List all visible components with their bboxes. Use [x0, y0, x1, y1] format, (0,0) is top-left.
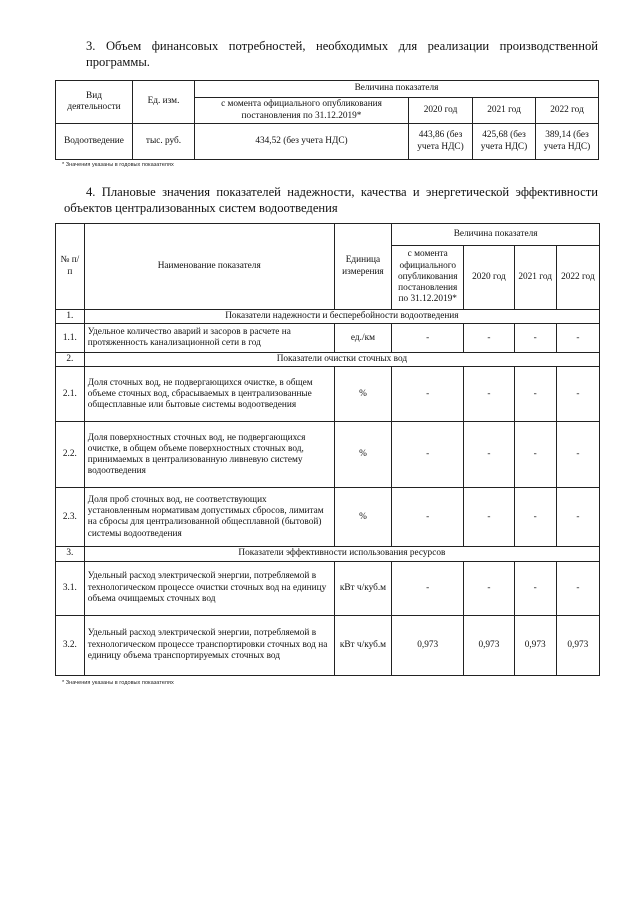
group-num: 1. — [56, 310, 85, 324]
value-cell: - — [464, 422, 514, 488]
value-cell: - — [464, 488, 514, 547]
value-cell: - — [556, 324, 599, 353]
value-cell: - — [392, 367, 464, 422]
group-num: 2. — [56, 353, 85, 367]
col-2020-header: 2020 год — [464, 246, 514, 310]
value-cell: 443,86 (без учета НДС) — [409, 124, 473, 160]
row-num: 2.1. — [56, 367, 85, 422]
section-4-heading: 4. Плановые значения показателей надежности, качества и энергетической эффективности объектов централизованных систем водоотведения — [64, 185, 598, 215]
table-row — [56, 561, 600, 615]
row-num: 1.1. — [56, 324, 85, 353]
value-cell: - — [514, 561, 556, 615]
col-2021-header: 2021 год — [473, 98, 536, 124]
footnote: * Значения указаны в годовых показателях — [62, 162, 174, 168]
col-2022-header: 2022 год — [556, 246, 599, 310]
financial-needs-table — [55, 80, 599, 160]
section-3-heading: 3. Объем финансовых потребностей, необходимых для реализации производственной программы. — [86, 39, 598, 69]
value-cell: - — [392, 561, 464, 615]
value-cell: - — [556, 561, 599, 615]
value-cell: - — [464, 561, 514, 615]
col-activity-header: Вид деятельности — [56, 81, 133, 124]
value-cell: - — [464, 367, 514, 422]
group-row — [56, 353, 600, 367]
row-num: 2.2. — [56, 422, 85, 488]
value-cell: - — [556, 367, 599, 422]
unit-cell: % — [334, 422, 392, 488]
value-cell: 0,973 — [464, 615, 514, 675]
value-cell: 0,973 — [514, 615, 556, 675]
value-cell: - — [392, 422, 464, 488]
table-row — [56, 324, 600, 353]
indicator-name: Доля сточных вод, не подвергающихся очистке, в общем объеме сточных вод, сбрасываемых в централизованные общесплавные или бытовые системы водоотведения — [84, 367, 334, 422]
table-row — [56, 367, 600, 422]
value-group-header: Величина показателя — [195, 81, 599, 98]
col-num-header: № п/п — [56, 224, 85, 310]
value-cell: 434,52 (без учета НДС) — [195, 124, 409, 160]
indicators-table — [55, 223, 600, 676]
indicator-name: Удельный расход электрической энергии, потребляемой в технологическом процессе очистки сточных вод на единицу объема очищаемых сточных вод — [84, 561, 334, 615]
col-since-publication-header: с момента официального опубликования постановления по 31.12.2019* — [195, 98, 409, 124]
unit-cell: ед./км — [334, 324, 392, 353]
group-row — [56, 547, 600, 561]
footnote: * Значения указаны в годовых показателях — [62, 680, 174, 686]
group-title: Показатели надежности и бесперебойности водоотведения — [84, 310, 599, 324]
col-unit-header: Ед. изм. — [133, 81, 195, 124]
value-cell: - — [514, 367, 556, 422]
unit-cell: тыс. руб. — [133, 124, 195, 160]
indicator-name: Удельный расход электрической энергии, потребляемой в технологическом процессе транспортировки сточных вод на единицу объема транспортируемых сточных вод — [84, 615, 334, 675]
value-cell: - — [514, 324, 556, 353]
unit-cell: кВт ч/куб.м — [334, 615, 392, 675]
group-title: Показатели эффективности использования ресурсов — [84, 547, 599, 561]
group-title: Показатели очистки сточных вод — [84, 353, 599, 367]
value-cell: - — [392, 324, 464, 353]
value-cell: 0,973 — [392, 615, 464, 675]
activity-cell: Водоотведение — [56, 124, 133, 160]
value-cell: - — [556, 488, 599, 547]
unit-cell: кВт ч/куб.м — [334, 561, 392, 615]
value-cell: 425,68 (без учета НДС) — [473, 124, 536, 160]
indicator-name: Удельное количество аварий и засоров в расчете на протяженность канализационной сети в год — [84, 324, 334, 353]
value-cell: 0,973 — [556, 615, 599, 675]
col-unit-header: Единица измерения — [334, 224, 392, 310]
table-row — [56, 124, 599, 160]
row-num: 3.2. — [56, 615, 85, 675]
indicator-name: Доля проб сточных вод, не соответствующих установленным нормативам допустимых сбросов, лимитам на сбросы для централизованной общесплавной (бытовой) системы водоотведения — [84, 488, 334, 547]
col-2021-header: 2021 год — [514, 246, 556, 310]
col-name-header: Наименование показателя — [84, 224, 334, 310]
col-2020-header: 2020 год — [409, 98, 473, 124]
group-row — [56, 310, 600, 324]
row-num: 2.3. — [56, 488, 85, 547]
value-cell: 389,14 (без учета НДС) — [536, 124, 599, 160]
value-cell: - — [514, 422, 556, 488]
unit-cell: % — [334, 367, 392, 422]
unit-cell: % — [334, 488, 392, 547]
row-num: 3.1. — [56, 561, 85, 615]
value-cell: - — [464, 324, 514, 353]
value-group-header: Величина показателя — [392, 224, 600, 246]
value-cell: - — [514, 488, 556, 547]
value-cell: - — [392, 488, 464, 547]
value-cell: - — [556, 422, 599, 488]
table-row — [56, 422, 600, 488]
col-2022-header: 2022 год — [536, 98, 599, 124]
group-num: 3. — [56, 547, 85, 561]
table-row — [56, 615, 600, 675]
table-row — [56, 488, 600, 547]
indicator-name: Доля поверхностных сточных вод, не подвергающихся очистке, в общем объеме поверхностных сточных вод, принимаемых в централизованную ливневую систему водоотведения — [84, 422, 334, 488]
col-since-publication-header: с момента официального опубликования постановления по 31.12.2019* — [392, 246, 464, 310]
